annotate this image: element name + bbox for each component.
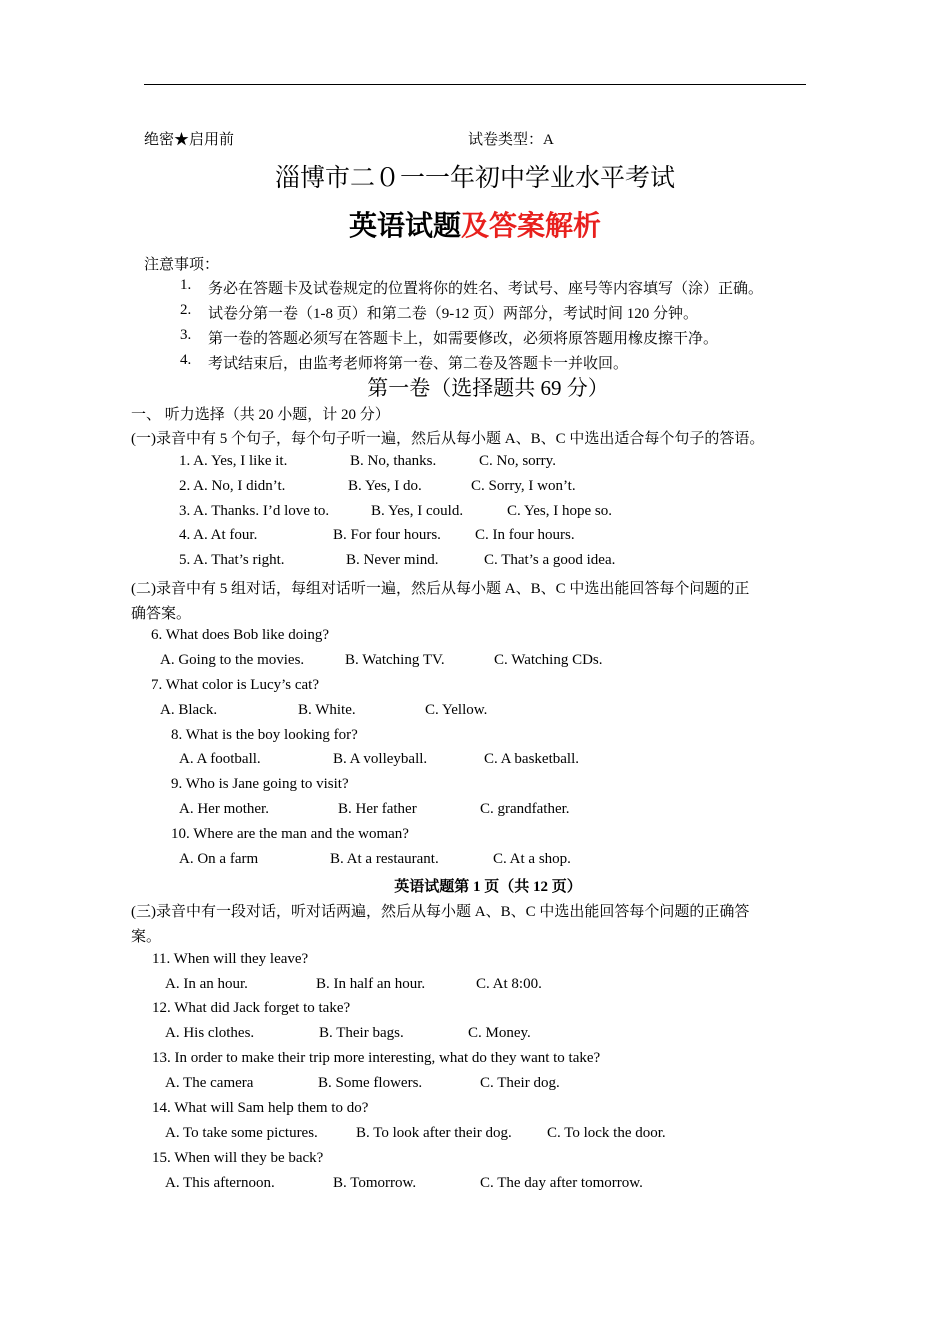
option-a: A. Her mother. [179, 801, 269, 817]
option-c: C. The day after tomorrow. [480, 1175, 643, 1191]
note-text: 第一卷的答题必须写在答题卡上，如需要修改，必须将原答题用橡皮擦干净。 [208, 331, 719, 347]
option-a: 4. A. At four. [179, 527, 258, 543]
option-a: A. In an hour. [165, 976, 248, 992]
sub-one-instruction: (一)录音中有 5 个句子，每个句子听一遍，然后从每小题 A、B、C 中选出适合每个句子的答语。 [131, 431, 765, 447]
question-text: 6. What does Bob like doing? [151, 627, 330, 643]
option-c: C. To lock the door. [547, 1125, 666, 1141]
option-b: B. In half an hour. [316, 976, 426, 992]
note-text: 考试结束后，由监考老师将第一卷、第二卷及答题卡一并收回。 [208, 356, 629, 372]
option-b: B. Yes, I could. [371, 503, 464, 519]
option-c: C. grandfather. [480, 801, 570, 817]
option-c: C. At 8:00. [476, 976, 542, 992]
note-text: 务必在答题卡及试卷规定的位置将你的姓名、考试号、座号等内容填写（涂）正确。 [208, 281, 764, 297]
question-text: 13. In order to make their trip more interesting, what do they want to take? [152, 1050, 601, 1066]
question-text: 11. When will they leave? [152, 951, 309, 967]
question-text: 10. Where are the man and the woman? [171, 826, 409, 842]
option-b: B. Never mind. [346, 552, 439, 568]
option-c: C. That’s a good idea. [484, 552, 616, 568]
option-b: B. No, thanks. [350, 453, 437, 469]
page-footer: 英语试题第 1 页（共 12 页） [394, 879, 582, 895]
option-c: C. Their dog. [480, 1075, 560, 1091]
sub-three-instruction-cont: 案。 [131, 929, 162, 945]
option-a: 1. A. Yes, I like it. [179, 453, 288, 469]
note-number: 3. [180, 327, 192, 343]
confidential-label: 绝密★启用前 [144, 132, 235, 148]
option-b: B. For four hours. [333, 527, 441, 543]
subtitle-black: 英语试题 [348, 211, 461, 242]
option-c: C. At a shop. [493, 851, 571, 867]
exam-title: 淄博市二０一一年初中学业水平考试 [274, 165, 675, 192]
option-a: A. His clothes. [165, 1025, 255, 1041]
option-b: B. Their bags. [319, 1025, 404, 1041]
question-text: 15. When will they be back? [152, 1150, 324, 1166]
option-b: B. Watching TV. [345, 652, 445, 668]
option-b: B. A volleyball. [333, 751, 428, 767]
question-text: 14. What will Sam help them to do? [152, 1100, 369, 1116]
option-a: A. On a farm [179, 851, 259, 867]
option-c: C. In four hours. [475, 527, 575, 543]
option-c: C. Yes, I hope so. [507, 503, 613, 519]
option-b: B. Some flowers. [318, 1075, 423, 1091]
question-text: 7. What color is Lucy’s cat? [151, 677, 320, 693]
option-a: A. A football. [179, 751, 261, 767]
exam-subtitle [0, 204, 950, 244]
option-a: 2. A. No, I didn’t. [179, 478, 286, 494]
option-b: B. At a restaurant. [330, 851, 439, 867]
sub-three-instruction: (三)录音中有一段对话，听对话两遍，然后从每小题 A、B、C 中选出能回答每个问题的正确答 [131, 904, 750, 920]
question-text: 9. Who is Jane going to visit? [171, 776, 349, 792]
option-c: C. Money. [468, 1025, 531, 1041]
option-c: C. Watching CDs. [494, 652, 603, 668]
option-a: 5. A. That’s right. [179, 552, 285, 568]
option-c: C. Yellow. [425, 702, 488, 718]
option-b: B. Yes, I do. [348, 478, 422, 494]
note-number: 1. [180, 277, 192, 293]
option-a: A. To take some pictures. [165, 1125, 318, 1141]
option-b: B. To look after their dog. [356, 1125, 512, 1141]
notes-heading: 注意事项： [144, 257, 220, 273]
top-rule [144, 84, 806, 85]
section-one-title: 第一卷（选择题共 69 分） [367, 376, 609, 400]
option-b: B. Tomorrow. [333, 1175, 417, 1191]
sub-two-instruction: (二)录音中有 5 组对话，每组对话听一遍，然后从每小题 A、B、C 中选出能回答每个问题的正 [131, 581, 750, 597]
sub-two-instruction-cont: 确答案。 [131, 606, 192, 622]
question-text: 12. What did Jack forget to take? [152, 1000, 351, 1016]
note-number: 2. [180, 302, 192, 318]
option-a: A. The camera [165, 1075, 254, 1091]
option-b: B. Her father [338, 801, 417, 817]
paper-type-label: 试卷类型：A [468, 132, 554, 148]
option-a: A. Going to the movies. [160, 652, 305, 668]
part-one-heading: 一、 听力选择（共 20 小题，计 20 分） [131, 407, 390, 423]
question-text: 8. What is the boy looking for? [171, 727, 358, 743]
option-b: B. White. [298, 702, 356, 718]
option-c: C. Sorry, I won’t. [471, 478, 576, 494]
subtitle-red: 及答案解析 [461, 211, 602, 242]
option-c: C. No, sorry. [479, 453, 556, 469]
option-c: C. A basketball. [484, 751, 579, 767]
note-number: 4. [180, 352, 192, 368]
option-a: 3. A. Thanks. I’d love to. [179, 503, 330, 519]
option-a: A. Black. [160, 702, 218, 718]
option-a: A. This afternoon. [165, 1175, 275, 1191]
note-text: 试卷分第一卷（1-8 页）和第二卷（9-12 页）两部分，考试时间 120 分钟。 [208, 306, 698, 322]
